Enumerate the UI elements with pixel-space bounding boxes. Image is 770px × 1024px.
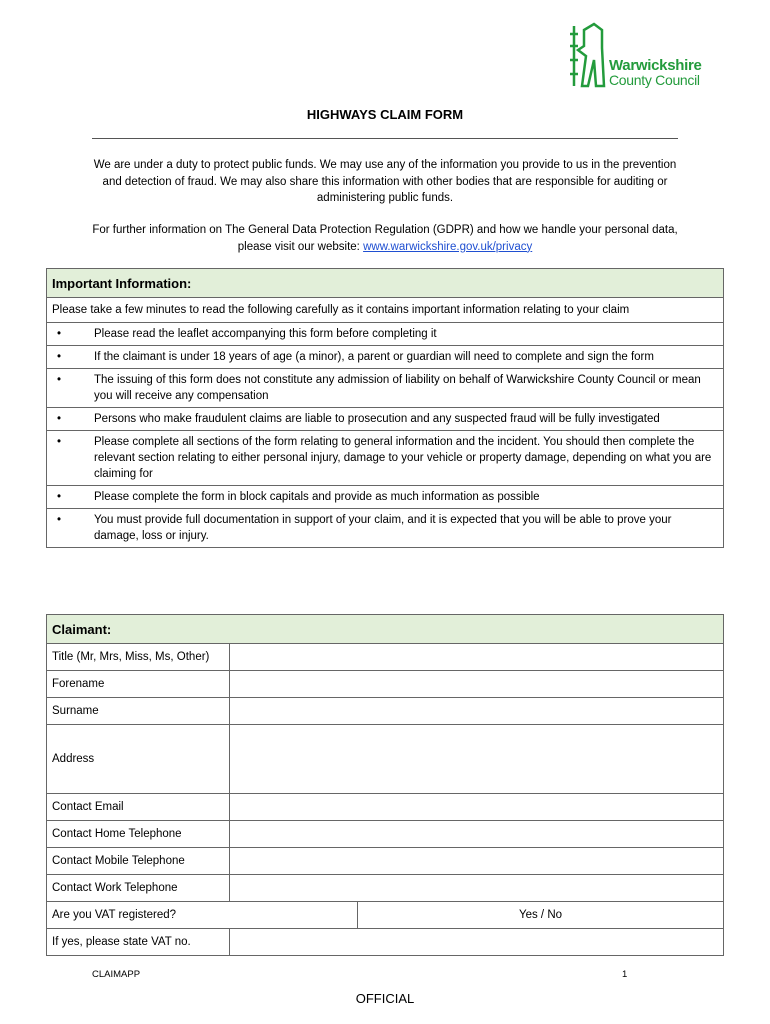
classification: OFFICIAL: [355, 991, 415, 1006]
vat-yes-no[interactable]: Yes / No: [358, 902, 724, 929]
form-row: [47, 644, 724, 671]
bullet-item: [47, 346, 724, 369]
bullet-text: If the claimant is under 18 years of age (a minor), a parent or guardian will need to complete and sign the form: [94, 346, 724, 369]
footer-code: CLAIMAPP: [92, 969, 141, 980]
field-label: Address: [47, 725, 230, 794]
claimant-table: [46, 614, 724, 956]
field-input[interactable]: [230, 725, 724, 794]
claimant-heading: Claimant:: [47, 615, 724, 644]
field-label: Contact Home Telephone: [47, 821, 230, 848]
page-title: HIGHWAYS CLAIM FORM: [306, 107, 464, 122]
page-number: 1: [622, 969, 628, 980]
field-label: Contact Email: [47, 794, 230, 821]
important-information-table: [46, 268, 724, 548]
field-label: Surname: [47, 698, 230, 725]
form-row: [47, 671, 724, 698]
field-input[interactable]: [230, 821, 724, 848]
bullet-item: [47, 369, 724, 408]
vat-no-label: If yes, please state VAT no.: [47, 929, 230, 956]
field-label: Title (Mr, Mrs, Miss, Ms, Other): [47, 644, 230, 671]
bullet-text: You must provide full documentation in support of your claim, and it is expected that you will be able to prove your damage, loss or injury.: [94, 509, 724, 548]
field-label: Contact Work Telephone: [47, 875, 230, 902]
bullet-item: [47, 486, 724, 509]
form-row: [47, 848, 724, 875]
form-row: [47, 875, 724, 902]
bullet-text: Persons who make fraudulent claims are liable to prosecution and any suspected fraud will be fully investigated: [94, 408, 724, 431]
field-label: Forename: [47, 671, 230, 698]
bullet-text: Please complete the form in block capitals and provide as much information as possible: [94, 486, 724, 509]
field-label: Contact Mobile Telephone: [47, 848, 230, 875]
bullet-item: [47, 408, 724, 431]
form-row: [47, 794, 724, 821]
bullet-text: Please read the leaflet accompanying this form before completing it: [94, 323, 724, 346]
bullet-text: The issuing of this form does not constitute any admission of liability on behalf of Warwickshire County Council or mean you will receive any compensation: [94, 369, 724, 408]
important-heading: Important Information:: [47, 269, 724, 298]
bullet-item: [47, 509, 724, 548]
form-row: [47, 725, 724, 794]
bullet-text: Please complete all sections of the form relating to general information and the incident. You should then complete the relevant section relating to either personal injury, damage to your vehicle or property damage, depending on what you are claiming for: [94, 431, 724, 486]
bullet-icon: •: [47, 431, 95, 486]
field-input[interactable]: [230, 671, 724, 698]
council-logo: [566, 20, 726, 90]
field-input[interactable]: [230, 875, 724, 902]
bear-and-staff-icon: [566, 20, 608, 90]
field-input[interactable]: [230, 698, 724, 725]
vat-label: Are you VAT registered?: [47, 902, 358, 929]
field-input[interactable]: [230, 794, 724, 821]
gdpr-text: [92, 222, 678, 255]
bullet-icon: •: [47, 369, 95, 408]
vat-no-input[interactable]: [230, 929, 724, 956]
bullet-icon: •: [47, 486, 95, 509]
intro-text: We are under a duty to protect public funds. We may use any of the information you provide to us in the prevention and detection of fraud. We may also share this information with other bodies that are responsible for auditing or administering public funds.: [93, 159, 677, 204]
bullet-icon: •: [47, 509, 95, 548]
logo-line1: Warwickshire: [609, 57, 702, 74]
bullet-item: [47, 431, 724, 486]
bullet-item: [47, 323, 724, 346]
field-input[interactable]: [230, 848, 724, 875]
form-row: [47, 698, 724, 725]
bullet-icon: •: [47, 346, 95, 369]
important-lead: Please take a few minutes to read the following carefully as it contains important information relating to your claim: [47, 298, 724, 323]
field-input[interactable]: [230, 644, 724, 671]
form-row: [47, 821, 724, 848]
bullet-icon: •: [47, 323, 95, 346]
gdpr-statement: For further information on The General Data Protection Regulation (GDPR) and how we handle your personal data, please visit our website:: [92, 224, 678, 253]
privacy-link[interactable]: www.warwickshire.gov.uk/privacy: [363, 240, 533, 253]
divider: [92, 138, 678, 139]
logo-line2: County Council: [609, 72, 700, 88]
bullet-icon: •: [47, 408, 95, 431]
